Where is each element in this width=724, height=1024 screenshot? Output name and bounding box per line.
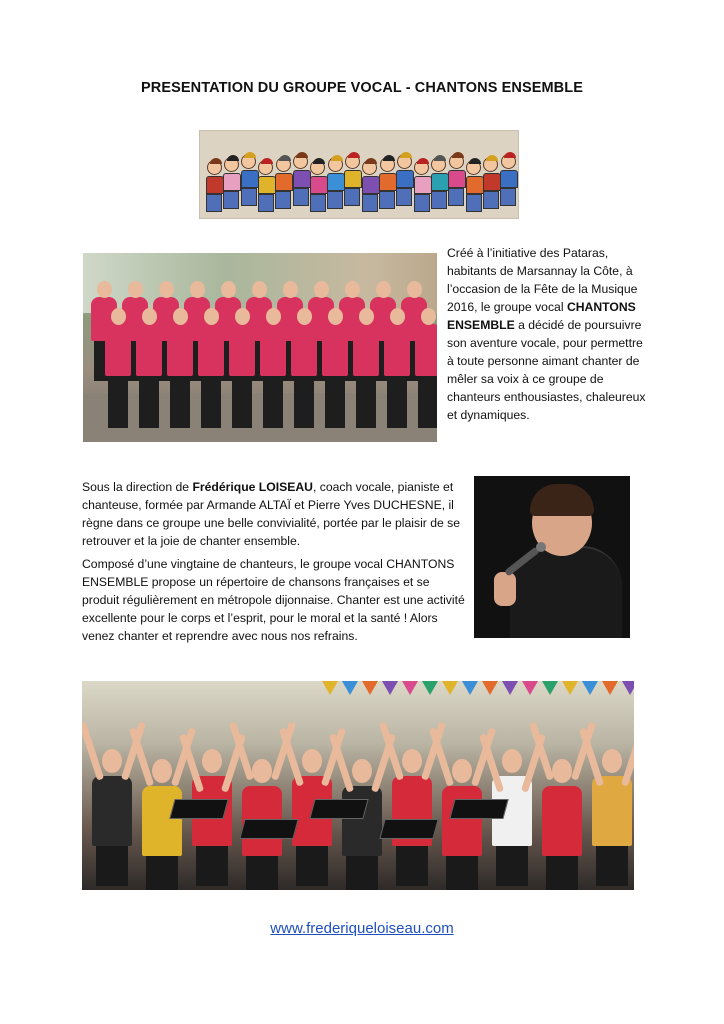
cartoon-singer — [327, 157, 343, 209]
cartoon-singers-banner — [199, 130, 519, 219]
singer-figure — [353, 324, 379, 376]
cartoon-singer — [223, 157, 239, 209]
cartoon-singer — [310, 160, 326, 212]
intro-text-2: a décidé de poursuivre son aventure vocale, pour permettre à toute personne aimant chanter de mêler sa voix à ce groupe de chanteurs enthousiastes, chaleureux et dynamiques. — [447, 318, 646, 422]
intro-paragraph — [447, 244, 647, 424]
singer-figure — [229, 324, 255, 376]
direction-text-1: Sous la direction de — [82, 480, 193, 494]
cartoon-singer — [293, 154, 309, 206]
singer-figure — [142, 786, 182, 856]
page-title: PRESENTATION DU GROUPE VOCAL - CHANTONS ENSEMBLE — [141, 80, 583, 96]
cartoon-singer — [362, 160, 378, 212]
cartoon-singer — [414, 160, 430, 212]
cartoon-singer — [258, 160, 274, 212]
director-name: Frédérique LOISEAU — [192, 480, 313, 494]
composition-paragraph — [82, 555, 470, 645]
cartoon-singer — [466, 160, 482, 212]
cartoon-singer — [483, 157, 499, 209]
singer-figure — [167, 324, 193, 376]
director-portrait-photo — [474, 476, 630, 638]
singer-figure — [322, 324, 348, 376]
singer-figure — [92, 776, 132, 846]
direction-paragraph — [82, 478, 470, 550]
cartoon-singer — [431, 157, 447, 209]
website-link[interactable]: www.frederiqueloiseau.com — [270, 920, 454, 937]
singer-figure — [542, 786, 582, 856]
direction-text-2: , coach vocale, pianiste et chanteuse, formée par Armande ALTAÏ et Pierre Yves DUCHESNE, il règne dans ce groupe une belle convivialité, portée par le plaisir de se retrouver et la joie de chanter ensemble. — [82, 480, 461, 548]
cartoon-singer — [206, 160, 222, 212]
group-name: CHANTONS ENSEMBLE — [447, 300, 636, 332]
intro-text-1: Créé à l’initiative des Pataras, habitants de Marsannay la Côte, à l’occasion de la Fête de la Musique 2016, le groupe vocal — [447, 246, 638, 314]
singer-figure — [291, 324, 317, 376]
singer-figure — [136, 324, 162, 376]
singer-figure — [198, 324, 224, 376]
composition-text: Composé d’une vingtaine de chanteurs, le groupe vocal CHANTONS ENSEMBLE propose un répertoire de chansons françaises et se produit régulièrement en métropole dijonnaise. Chanter est une activité excellente pour le corps et l’esprit, pour le moral et la santé ! Alors venez chanter et reprendre avec nous nos refrains. — [82, 557, 465, 643]
cartoon-singer — [379, 157, 395, 209]
singer-figure — [384, 324, 410, 376]
cartoon-singer — [396, 154, 412, 206]
cartoon-singer — [500, 154, 516, 206]
concert-photo — [82, 681, 634, 890]
singer-figure — [592, 776, 632, 846]
singer-figure — [442, 786, 482, 856]
singer-figure — [342, 786, 382, 856]
singer-figure — [415, 324, 437, 376]
cartoon-singer — [448, 154, 464, 206]
cartoon-singer — [275, 157, 291, 209]
singer-figure — [105, 324, 131, 376]
singer-figure — [260, 324, 286, 376]
group-photo — [83, 253, 437, 442]
cartoon-singer — [241, 154, 257, 206]
cartoon-singer — [344, 154, 360, 206]
